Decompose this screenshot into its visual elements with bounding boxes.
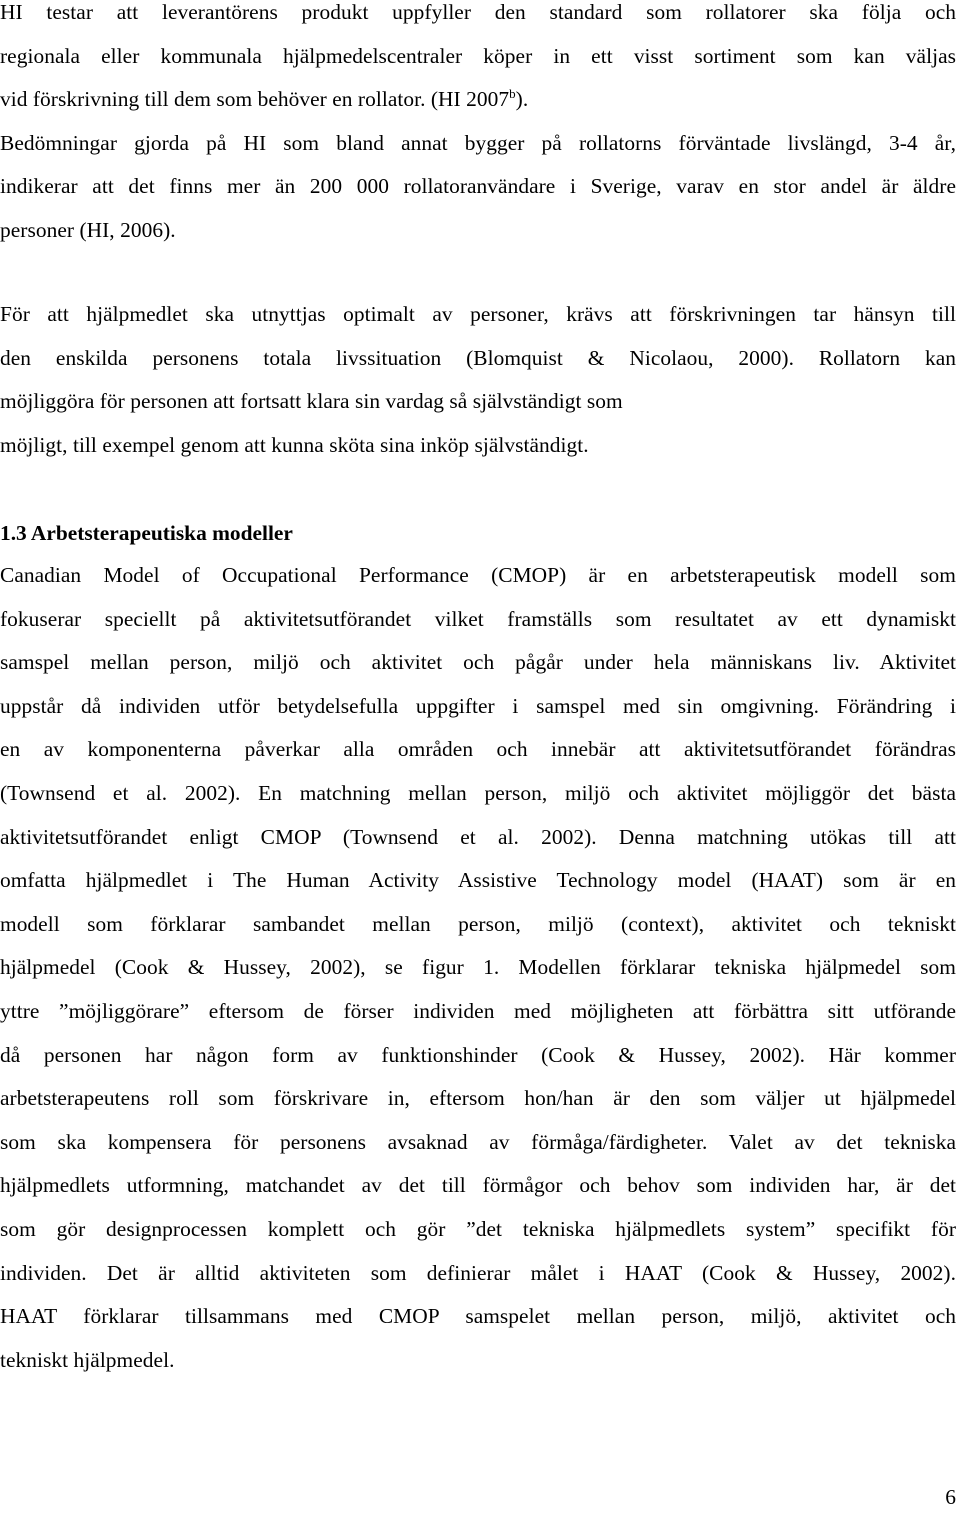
text-line: möjligt, till exempel genom att kunna sköta sina inköp självständigt.: [0, 432, 589, 457]
text-line: personer (HI, 2006).: [0, 217, 176, 242]
text-line: som ska kompensera för personens avsaknad av förmåga/färdigheter. Valet av det tekniska: [0, 1129, 956, 1154]
text-line-with-superscript: [0, 78, 956, 122]
text-line: arbetsterapeutens roll som förskrivare in, eftersom hon/han är den som väljer ut hjälpmedel: [0, 1086, 956, 1111]
text-line: För att hjälpmedlet ska utnyttjas optimalt av personer, krävs att förskrivningen tar hänsyn till: [0, 302, 956, 326]
text-line: Canadian Model of Occupational Performance (CMOP) är en arbetsterapeutisk modell som: [0, 563, 956, 587]
text-line: uppstår då individen utför betydelsefulla uppgifter i samspel med sin omgivning. Förändring i: [0, 693, 956, 718]
text-line: den enskilda personens totala livssituation (Blomquist & Nicolaou, 2000). Rollatorn kan: [0, 345, 956, 370]
text-segment: vid förskrivning till dem som behöver en rollator. (HI 2007: [0, 87, 510, 112]
superscript: b: [509, 86, 516, 102]
text-line: regionala eller kommunala hjälpmedelscentraler köper in ett visst sortiment som kan väljas: [0, 43, 956, 68]
text-line: (Townsend et al. 2002). En matchning mellan person, miljö och aktivitet möjliggör det bästa: [0, 780, 956, 805]
paragraph-occupational-models: [0, 554, 956, 1382]
text-line: modell som förklarar sambandet mellan person, miljö (context), aktivitet och tekniskt: [0, 911, 956, 936]
text-line: hjälpmedlets utformning, matchandet av det till förmågor och behov som individen har, är det: [0, 1173, 956, 1198]
text-line: HI testar att leverantörens produkt uppfyller den standard som rollatorer ska följa och: [0, 0, 956, 24]
section-heading: 1.3 Arbetsterapeutiska modeller: [0, 521, 293, 545]
text-line: tekniskt hjälpmedel.: [0, 1347, 175, 1372]
text-line: yttre ”möjliggörare” eftersom de förser individen med möjligheten att förbättra sitt utförande: [0, 998, 956, 1023]
text-line: aktivitetsutförandet enligt CMOP (Townsend et al. 2002). Denna matchning utökas till att: [0, 824, 956, 849]
text-line: möjliggöra för personen att fortsatt klara sin vardag så självständigt som: [0, 389, 623, 414]
text-line: då personen har någon form av funktionshinder (Cook & Hussey, 2002). Här kommer: [0, 1042, 956, 1067]
text-line: HAAT förklarar tillsammans med CMOP samspelet mellan person, miljö, aktivitet och: [0, 1304, 956, 1329]
text-line: Bedömningar gjorda på HI som bland annat bygger på rollatorns förväntade livslängd, 3-4 år,: [0, 130, 956, 155]
text-segment: ).: [515, 87, 529, 112]
text-line: indikerar att det finns mer än 200 000 rollatoranvändare i Sverige, varav en stor andel är äldre: [0, 174, 956, 199]
text-line: som gör designprocessen komplett och gör ”det tekniska hjälpmedlets system” specifikt för: [0, 1216, 956, 1241]
text-line: samspel mellan person, miljö och aktivitet och pågår under hela människans liv. Aktivitet: [0, 650, 956, 675]
text-line: en av komponenterna påverkar alla områden och innebär att aktivitetsutförandet förändras: [0, 737, 956, 762]
text-line: fokuserar speciellt på aktivitetsutförandet vilket framställs som resultatet av ett dynamiskt: [0, 606, 956, 631]
text-line: omfatta hjälpmedlet i The Human Activity Assistive Technology model (HAAT) som är en: [0, 868, 956, 893]
page-number: 6: [945, 1485, 956, 1509]
paragraph-hi-testing: [0, 0, 956, 253]
text-line: hjälpmedel (Cook & Hussey, 2002), se figur 1. Modellen förklarar tekniska hjälpmedel som: [0, 955, 956, 980]
text-line: individen. Det är alltid aktiviteten som definierar målet i HAAT (Cook & Hussey, 2002).: [0, 1260, 956, 1285]
paragraph-prescription: [0, 293, 956, 467]
